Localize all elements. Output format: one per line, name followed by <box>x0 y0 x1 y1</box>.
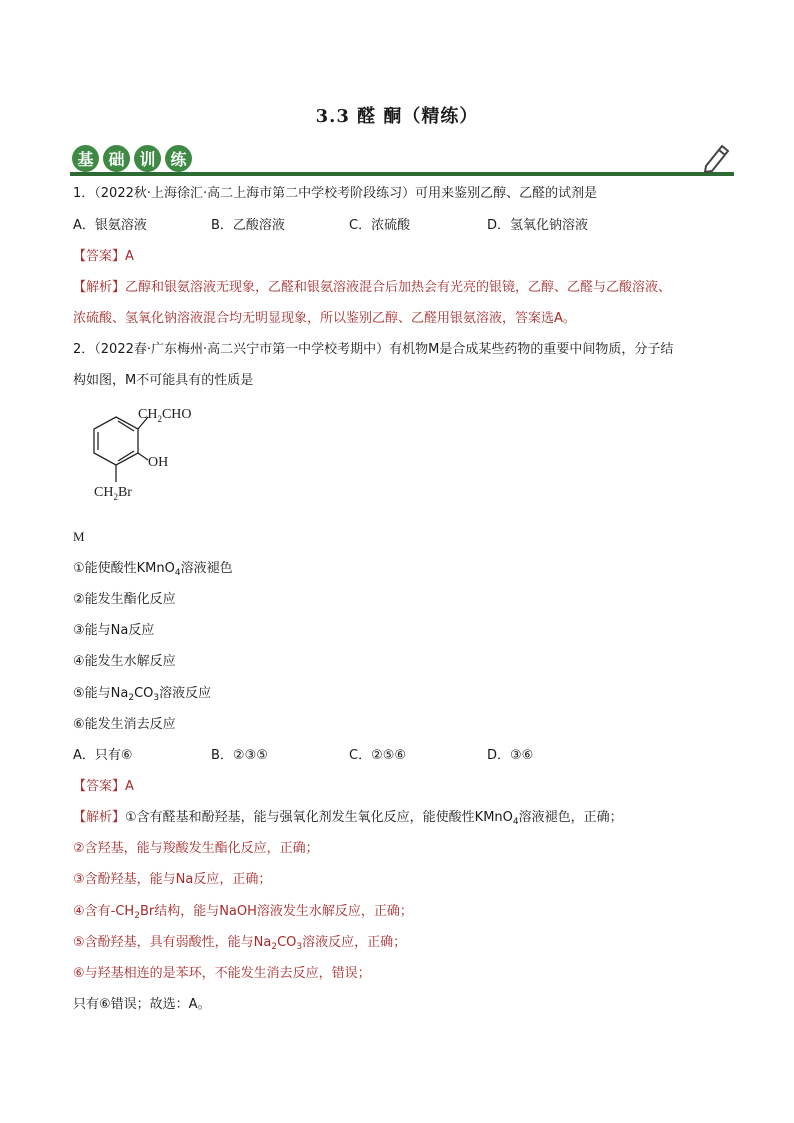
option: D．氢氧化钠溶液 <box>487 218 589 233</box>
q2-analysis: ⑤含酚羟基，具有弱酸性，能与$Na_2CO_3$溶液反应，正确； <box>73 935 407 952</box>
banner-char: 练 <box>165 145 192 172</box>
option: C．②⑤⑥ <box>349 748 407 763</box>
banner-char: 训 <box>134 145 161 172</box>
property-item: ⑤能与$Na_2CO_3$溶液反应 <box>73 686 212 703</box>
q1-stem: 1．（2022秋·上海徐汇·高二上海市第二中学校考阶段练习）可用来鉴别乙醇、乙醛的试剂是 <box>73 186 598 201</box>
banner-char: 基 <box>72 145 99 172</box>
q2-options <box>73 748 625 764</box>
section-banner <box>70 142 734 176</box>
svg-text:CH2Br <box>94 485 132 502</box>
q2-analysis: ⑥与羟基相连的是苯环，不能发生消去反应，错误； <box>73 966 371 981</box>
q2-answer: 【答案】A <box>73 779 134 794</box>
mol-text: OH <box>148 455 169 470</box>
q1-answer: 【答案】A <box>73 249 134 264</box>
option: B．②③⑤ <box>211 748 268 763</box>
q2-analysis: ②含羟基，能与羧酸发生酯化反应，正确； <box>73 841 319 856</box>
mol-text: CHO <box>161 407 192 422</box>
svg-text:CH2CHO <box>138 407 192 424</box>
q2-stem: 2．（2022春·广东梅州·高二兴宁市第一中学校考期中）有机物M是合成某些药物的重要中间物质，分子结 <box>73 342 674 357</box>
property-item: ①能使酸性KMnO$_4$溶液褪色 <box>73 561 233 578</box>
property-item: ③能与Na反应 <box>73 623 155 638</box>
q1-analysis: 【解析】乙醇和银氨溶液无现象，乙醛和银氨溶液混合后加热会有光亮的银镜，乙醇、乙醛与乙酸溶液、 <box>73 280 672 295</box>
mol-text: CH <box>138 407 158 422</box>
option: A．只有⑥ <box>73 748 133 763</box>
banner-underline <box>70 172 734 176</box>
q1-analysis: 浓硫酸、氢氧化钠溶液混合均无明显现象，所以鉴别乙醇、乙醛用银氨溶液，答案选A。 <box>73 311 576 326</box>
property-item: ④能发生水解反应 <box>73 654 176 669</box>
q2-analysis: 【解析】①含有醛基和酚羟基，能与强氧化剂发生氧化反应，能使酸性KMnO$_4$溶液褪色，正确； <box>73 810 623 827</box>
mol-text: CH <box>94 485 114 500</box>
q2-stem: 构如图，M不可能具有的性质是 <box>73 373 254 388</box>
property-item: ②能发生酯化反应 <box>73 592 176 607</box>
q2-analysis: ④含有$-CH_2Br$结构，能与NaOH溶液发生水解反应，正确； <box>73 904 413 921</box>
mol-text: Br <box>117 485 132 500</box>
option: A．银氨溶液 <box>73 218 147 233</box>
molecule-label: M <box>73 529 85 544</box>
property-item: ⑥能发生消去反应 <box>73 717 176 732</box>
q2-analysis: ③含酚羟基，能与Na反应，正确； <box>73 872 272 887</box>
mol-text: 2 <box>157 414 162 424</box>
mol-text: 2 <box>113 492 118 502</box>
banner-char: 础 <box>103 145 130 172</box>
molecule-structure <box>68 398 218 508</box>
page-title: 3.3 醛 酮（精练） <box>315 106 479 127</box>
option: C．浓硫酸 <box>349 218 411 233</box>
option: B．乙酸溶液 <box>211 218 285 233</box>
q2-conclusion: 只有⑥错误；故选：A。 <box>73 997 211 1012</box>
pencil-icon <box>698 138 734 174</box>
q1-options <box>73 218 625 234</box>
option: D．③⑥ <box>487 748 534 763</box>
